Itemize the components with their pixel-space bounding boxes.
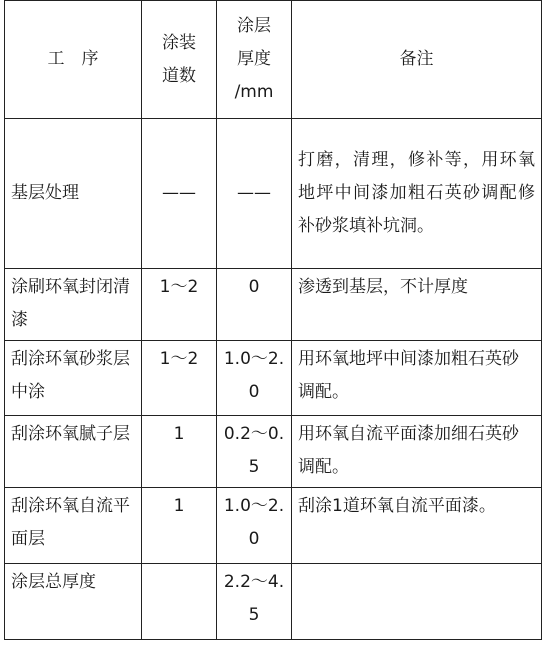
table-row xyxy=(5,564,542,640)
header-row xyxy=(5,1,542,119)
table-row xyxy=(5,119,542,269)
cell-thickness: 1.0～2.0 xyxy=(217,488,292,564)
coating-process-table xyxy=(4,0,542,640)
cell-thickness: 2.2～4.5 xyxy=(217,564,292,640)
cell-process: 刮涂环氧腻子层 xyxy=(5,416,142,488)
cell-coats: 1～2 xyxy=(142,269,217,341)
table-row xyxy=(5,488,542,564)
cell-note xyxy=(292,564,542,640)
cell-coats: —— xyxy=(142,119,217,269)
cell-process: 涂刷环氧封闭清漆 xyxy=(5,269,142,341)
cell-process: 基层处理 xyxy=(5,119,142,269)
table-row xyxy=(5,269,542,341)
cell-process: 涂层总厚度 xyxy=(5,564,142,640)
cell-thickness: —— xyxy=(217,119,292,269)
header-thickness: 涂层 厚度 /mm xyxy=(217,1,292,119)
cell-note: 打磨，清理，修补等，用环氧地坪中间漆加粗石英砂调配修补砂浆填补坑洞。 xyxy=(292,119,542,269)
cell-note: 用环氧地坪中间漆加粗石英砂调配。 xyxy=(292,341,542,416)
table-row xyxy=(5,416,542,488)
cell-coats: 1 xyxy=(142,488,217,564)
table-row xyxy=(5,341,542,416)
header-coats: 涂装 道数 xyxy=(142,1,217,119)
cell-process: 刮涂环氧自流平面层 xyxy=(5,488,142,564)
cell-coats xyxy=(142,564,217,640)
cell-note: 刮涂1道环氧自流平面漆。 xyxy=(292,488,542,564)
cell-note: 用环氧自流平面漆加细石英砂调配。 xyxy=(292,416,542,488)
cell-note: 渗透到基层，不计厚度 xyxy=(292,269,542,341)
header-note: 备注 xyxy=(292,1,542,119)
header-process: 工 序 xyxy=(5,1,142,119)
cell-coats: 1～2 xyxy=(142,341,217,416)
cell-thickness: 0 xyxy=(217,269,292,341)
cell-coats: 1 xyxy=(142,416,217,488)
cell-process: 刮涂环氧砂浆层中涂 xyxy=(5,341,142,416)
cell-thickness: 1.0～2.0 xyxy=(217,341,292,416)
cell-thickness: 0.2～0.5 xyxy=(217,416,292,488)
